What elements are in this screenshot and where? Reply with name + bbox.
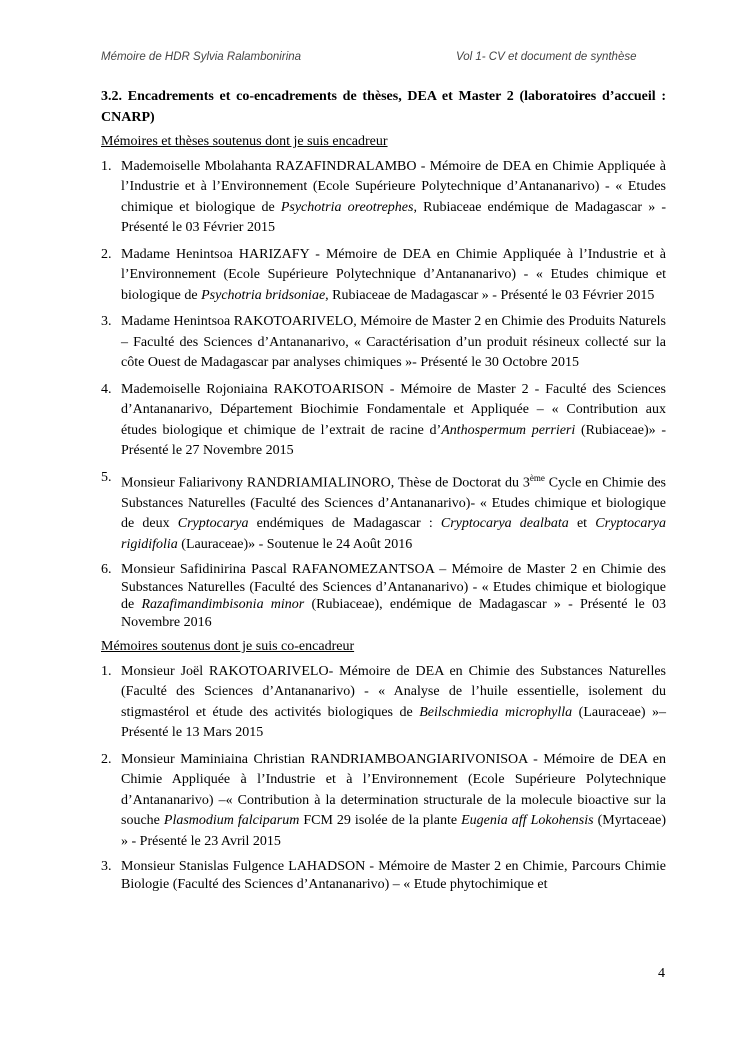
item-text: , Rubiaceae endémique de Madagascar » - Présenté le 03 Février 2015	[121, 199, 667, 235]
list-item	[101, 662, 666, 744]
item-text: , Rubiaceae de Madagascar » - Présenté le 03 Février 2015	[325, 287, 655, 303]
group1-heading: Mémoires et thèses soutenus dont je suis encadreur	[101, 134, 388, 149]
item-text: Monsieur Joël RAKOTOARIVELO- Mémoire de DEA en Chimie des Substances Naturelles (Faculté des Sciences d’Antananarivo) - « Analyse de l’huile essentielle, isolement du stigmastérol et étude des activités biologiques de	[121, 663, 666, 720]
list-item	[101, 312, 666, 374]
item-text: (Myrtaceae) » - Présenté le 23 Avril 2015	[121, 813, 666, 849]
species-name: Cryptocarya rigidifolia	[121, 516, 666, 552]
list-item	[101, 468, 666, 556]
item-text: FCM 29 isolée de la plante	[299, 813, 462, 829]
item-text: Madame Henintsoa RAKOTOARIVELO, Mémoire de Master 2 en Chimie des Produits Naturels – Faculté des Sciences d’Antananarivo, « Caractérisation d’un produit résineux collecté sur la côte Ouest de Madagascar par analyses chimiques »- Présenté le 30 Octobre 2015	[121, 314, 666, 370]
superscript: ème	[529, 472, 545, 483]
item-text: et	[568, 516, 596, 532]
item-text: Monsieur Stanislas Fulgence LAHADSON - Mémoire de Master 2 en Chimie, Parcours Chimie Biologie (Faculté des Sciences d’Antananarivo) – « Etude phytochimique et	[121, 859, 666, 892]
list-item	[101, 157, 666, 239]
item-number: 1.	[101, 158, 112, 174]
item-text: (Lauraceae)» - Soutenue le 24 Août 2016	[177, 536, 413, 552]
item-text: (Rubiaceae)» - Présenté le 27 Novembre 2015	[121, 422, 666, 458]
item-text: Mademoiselle Mbolahanta RAZAFINDRALAMBO - Mémoire de DEA en Chimie Appliquée à l’Industrie et à l’Environnement (Ecole Supérieure Polytechnique d’Antananarivo) - « Etudes chimique et biologique de	[121, 158, 666, 215]
list-item	[101, 380, 666, 462]
item-text: Madame Henintsoa HARIZAFY - Mémoire de DEA en Chimie Appliquée à l’Industrie et à l’Environnement (Ecole Supérieure Polytechnique d’Antananarivo) - « Etudes chimique et biologique de	[121, 246, 666, 303]
species-name: Beilschmiedia microphylla	[419, 704, 573, 720]
group2-list	[101, 662, 666, 894]
header-right: Vol 1- CV et document de synthèse	[456, 51, 637, 63]
item-number: 3.	[101, 314, 112, 329]
species-name: Eugenia aff Lokohensis	[461, 813, 594, 829]
list-item	[101, 561, 666, 631]
document-body	[101, 87, 666, 899]
item-text: Monsieur Maminiaina Christian RANDRIAMBOANGIARIVONISOA - Mémoire de DEA en Chimie Appliquée à l’Industrie et à l’Environnement (Ecole Supérieure Polytechnique d’Antananarivo) –« Contribution à la determination structurale de la molecule bioactive sur la souche	[121, 751, 666, 829]
page-number: 4	[658, 966, 665, 981]
species-name: Cryptocarya dealbata	[440, 516, 569, 532]
section-title: 3.2. Encadrements et co-encadrements de thèses, DEA et Master 2 (laboratoires d’accueil : CNARP)	[101, 89, 666, 125]
species-name: Razafimandimbisonia minor	[141, 597, 305, 613]
header-left: Mémoire de HDR Sylvia Ralambonirina	[101, 51, 302, 63]
item-text: (Rubiaceae), endémique de Madagascar » - Présenté le 03 Novembre 2016	[121, 597, 666, 630]
species-name: Psychotria oreotrephes	[280, 199, 414, 215]
item-text: endémiques de Madagascar :	[248, 516, 441, 532]
list-item	[101, 858, 666, 893]
item-number: 1.	[101, 663, 112, 679]
species-name: Psychotria bridsoniae	[201, 287, 326, 303]
item-number: 4.	[101, 381, 112, 397]
item-text: Monsieur Faliarivony RANDRIAMIALINORO, Thèse de Doctorat du 3	[121, 475, 530, 491]
item-text: Mademoiselle Rojoniaina RAKOTOARISON - Mémoire de Master 2 - Faculté des Sciences d’Antananarivo, Département Biochimie Fondamentale et Appliquée – « Contribution aux études biologique et chimique de l’extrait de racine d’	[121, 381, 666, 438]
item-number: 6.	[101, 562, 112, 578]
group1-list	[101, 157, 666, 632]
item-number: 2.	[101, 246, 112, 262]
species-name: Anthospermum perrieri	[441, 422, 576, 438]
list-item	[101, 750, 666, 853]
item-number: 3.	[101, 859, 112, 875]
species-name: Plasmodium falciparum	[163, 813, 300, 829]
group2-heading: Mémoires soutenus dont je suis co-encadreur	[101, 639, 355, 655]
species-name: Cryptocarya	[177, 516, 249, 532]
list-item	[101, 245, 666, 307]
item-text: Cycle en Chimie des Substances Naturelles (Faculté des Sciences d’Antananarivo)- « Etudes chimique et biologique de deux	[121, 475, 666, 532]
item-number: 2.	[101, 751, 112, 767]
item-text: Monsieur Safidinirina Pascal RAFANOMEZANTSOA – Mémoire de Master 2 en Chimie des Substances Naturelles (Faculté des Sciences d’Antananarivo) - « Etudes chimique et biologique de	[121, 562, 666, 613]
item-text: (Lauraceae) »– Présenté le 13 Mars 2015	[121, 704, 666, 741]
item-number: 5.	[101, 469, 112, 485]
